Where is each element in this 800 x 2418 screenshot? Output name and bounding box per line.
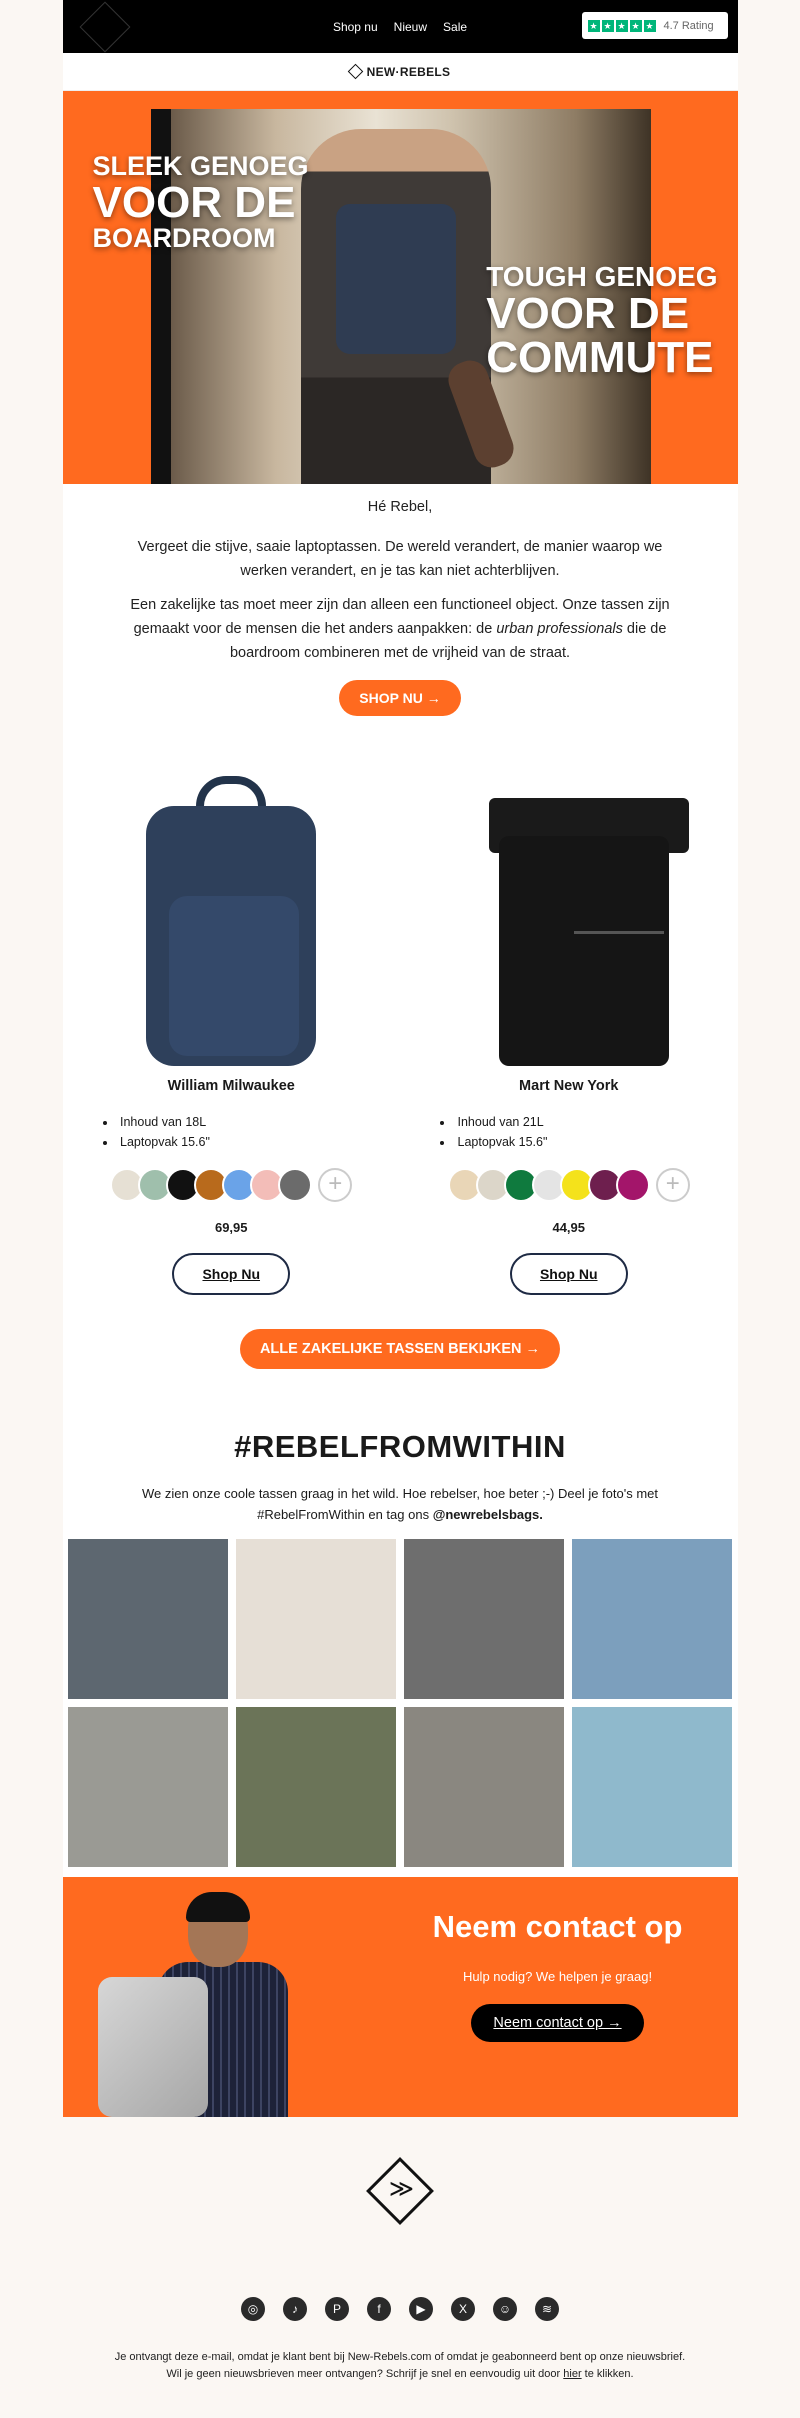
footer-logo-icon <box>366 2157 434 2225</box>
spotify-icon[interactable]: ≋ <box>535 2297 559 2321</box>
legal-line-2-end: te klikken. <box>581 2368 634 2381</box>
rating-stars <box>588 20 656 32</box>
product-image[interactable] <box>400 776 738 1066</box>
facebook-icon[interactable]: f <box>367 2297 391 2321</box>
intro-p2-end: die de boardroom combineren met de vrijheid van de straat. <box>229 620 667 661</box>
rebel-tag: @newrebelsbags. <box>432 1506 543 1522</box>
email-container <box>63 0 738 2117</box>
shop-now-button[interactable]: SHOP NU → <box>339 680 460 716</box>
greeting: Hé Rebel, <box>367 499 433 515</box>
intro-p2-emphasis: urban professionals <box>496 620 623 637</box>
nav-sale[interactable]: Sale <box>443 19 468 34</box>
star-icon: ★ <box>603 20 612 31</box>
person-hair <box>186 1892 250 1922</box>
x-icon[interactable]: X <box>451 2297 475 2321</box>
product-card <box>63 776 401 1295</box>
ugc-photo[interactable] <box>68 1539 228 1699</box>
ugc-photo[interactable] <box>236 1707 396 1867</box>
color-swatch[interactable] <box>278 1168 312 1202</box>
hero-right-line3: COMMUTE <box>486 333 714 383</box>
ugc-photo[interactable] <box>404 1707 564 1867</box>
tiktok-icon[interactable]: ♪ <box>283 2297 307 2321</box>
hero-left-line2: VOOR DE <box>92 177 296 227</box>
shop-nu-button[interactable]: Shop Nu <box>510 1253 628 1295</box>
product-specs <box>103 1112 401 1152</box>
contact-subtitle: Hulp nodig? We helpen je graag! <box>462 1969 653 1985</box>
unsubscribe-link[interactable]: hier <box>563 2368 582 2381</box>
hero-banner[interactable] <box>63 91 738 484</box>
person-bag <box>98 1977 208 2117</box>
spec-item: • Inhoud van 18L <box>103 1112 401 1132</box>
trustpilot-badge[interactable] <box>582 12 728 39</box>
contact-text <box>393 1909 723 2042</box>
rebel-text-main: We zien onze coole tassen graag in het wild. Hoe rebelser, hoe beter ;-) Deel je foto's met #RebelFromWithin en tag ons <box>141 1485 659 1522</box>
product-image[interactable] <box>63 776 401 1066</box>
intro-p2-start: Een zakelijke tas moet meer zijn dan alleen een functioneel object. Onze tassen zijn gemaakt voor de mensen die het anders aanpakken: de <box>130 596 670 637</box>
backpack-pocket <box>169 896 299 1056</box>
shop-nu-button[interactable]: Shop Nu <box>172 1253 290 1295</box>
pinterest-icon[interactable]: P <box>325 2297 349 2321</box>
photo-grid <box>63 1525 738 1867</box>
ugc-photo[interactable] <box>572 1539 732 1699</box>
product-price: 44,95 <box>552 1219 586 1235</box>
intro-text <box>63 484 738 666</box>
zipper <box>574 931 664 934</box>
rating-text: 4.7 Rating <box>663 19 714 32</box>
contact-title: Neem contact op <box>432 1909 683 1945</box>
color-swatch[interactable] <box>616 1168 650 1202</box>
hero-backpack <box>336 204 456 354</box>
shop-now-cta-wrap <box>63 676 738 716</box>
hero-right-heading <box>486 263 717 381</box>
contact-button[interactable]: Neem contact op → <box>471 2004 643 2042</box>
product-card <box>400 776 738 1295</box>
star-icon: ★ <box>631 20 640 31</box>
all-business-bags-button[interactable]: ALLE ZAKELIJKE TASSEN BEKIJKEN → <box>240 1329 560 1369</box>
intro-paragraph-1: Vergeet die stijve, saaie laptoptassen. De wereld verandert, de manier waarop we werken verandert, en je tas kan niet achterblijven. <box>137 538 663 579</box>
more-colors-icon[interactable]: + <box>656 1168 690 1202</box>
product-specs <box>440 1112 738 1152</box>
backpack-body <box>499 836 669 1066</box>
intro-paragraph-2 <box>113 594 688 666</box>
star-icon: ★ <box>645 20 654 31</box>
youtube-icon[interactable]: ▶ <box>409 2297 433 2321</box>
footer-logo[interactable] <box>0 2117 800 2215</box>
all-bags-cta-wrap <box>63 1295 738 1369</box>
spec-item: • Laptopvak 15.6" <box>440 1132 738 1152</box>
brand-name: NEW·REBELS <box>366 64 451 79</box>
footer <box>0 2117 800 2393</box>
rebel-title: #REBELFROMWITHIN <box>234 1428 566 1464</box>
hero-left-line1: SLEEK GENOEG <box>92 151 309 181</box>
star-icon: ★ <box>589 20 598 31</box>
brand-diamond-icon <box>347 64 363 80</box>
ugc-photo[interactable] <box>404 1539 564 1699</box>
color-swatches <box>63 1168 401 1202</box>
spec-item: • Laptopvak 15.6" <box>103 1132 401 1152</box>
rebel-text <box>93 1483 708 1526</box>
more-colors-icon[interactable]: + <box>318 1168 352 1202</box>
rebel-section <box>63 1369 738 1526</box>
ugc-photo[interactable] <box>572 1707 732 1867</box>
legal-line-2 <box>0 2366 800 2383</box>
ugc-photo[interactable] <box>236 1539 396 1699</box>
ugc-photo[interactable] <box>68 1707 228 1867</box>
nav-shop-nu[interactable]: Shop nu <box>332 19 378 34</box>
hero-right-line1: TOUGH GENOEG <box>486 261 718 292</box>
legal-line-2-start: Wil je geen nieuwsbrieven meer ontvangen? Schrijf je snel en eenvoudig uit door <box>166 2368 564 2381</box>
product-grid <box>63 716 738 1295</box>
legal-line-1: Je ontvangt deze e-mail, omdat je klant bent bij New-Rebels.com of omdat je geabonneerd bent op onze nieuwsbrief. <box>114 2351 686 2364</box>
contact-banner <box>63 1877 738 2117</box>
product-name[interactable]: Mart New York <box>519 1077 619 1094</box>
top-bar <box>63 0 738 53</box>
brand-bar[interactable] <box>63 53 738 91</box>
hero-right-line2: VOOR DE <box>486 288 690 338</box>
social-links <box>0 2297 800 2321</box>
hero-left-heading <box>93 153 309 253</box>
nav-nieuw[interactable]: Nieuw <box>393 19 428 34</box>
backpack-black-image <box>454 776 684 1066</box>
backpack-blue-image <box>121 776 341 1066</box>
star-icon: ★ <box>617 20 626 31</box>
product-price: 69,95 <box>214 1219 248 1235</box>
legal-text <box>0 2349 800 2383</box>
product-name[interactable]: William Milwaukee <box>167 1077 295 1094</box>
color-swatches <box>400 1168 738 1202</box>
hero-left-line3: BOARDROOM <box>92 223 276 254</box>
snapchat-icon[interactable]: ☺ <box>493 2297 517 2321</box>
spec-item: • Inhoud van 21L <box>440 1112 738 1132</box>
contact-person-image <box>98 1892 293 2117</box>
instagram-icon[interactable]: ◎ <box>241 2297 265 2321</box>
